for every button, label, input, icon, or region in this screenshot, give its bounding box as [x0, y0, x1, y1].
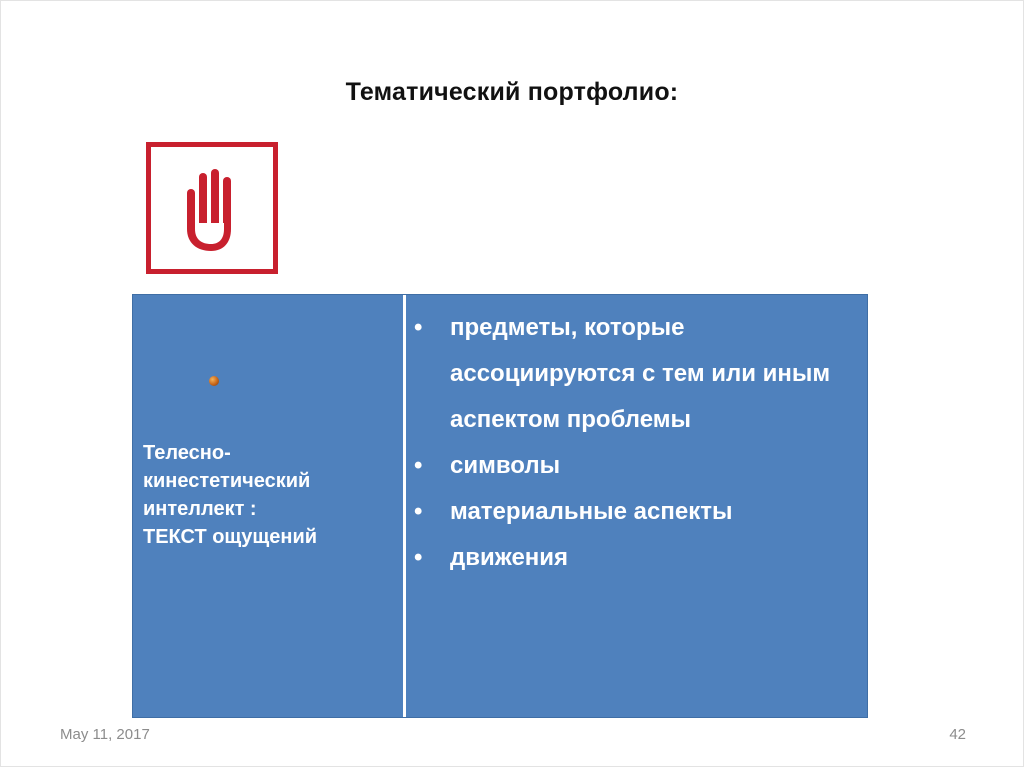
table-cell-left	[133, 295, 403, 717]
content-table	[132, 294, 868, 718]
bullet-dot-icon: •	[414, 498, 423, 525]
list-item	[406, 489, 866, 535]
orb-bullet-icon	[209, 376, 219, 386]
list-item-text: материальные аспекты	[450, 498, 733, 525]
list-item-text: предметы, которые ассоциируются с тем или иным аспектом проблемы	[450, 314, 831, 433]
list-item	[406, 305, 866, 443]
list-item	[406, 535, 866, 581]
bullet-dot-icon: •	[414, 544, 423, 571]
page-number: 42	[949, 726, 966, 743]
intelligence-line: интеллект :	[143, 498, 257, 520]
footer-date: May 11, 2017	[60, 726, 150, 743]
intelligence-label	[143, 439, 398, 551]
stop-hand-icon-box	[146, 142, 278, 274]
table-cell-right	[406, 295, 867, 717]
intelligence-line: Телесно-	[143, 442, 231, 464]
list-item-text: движения	[450, 544, 569, 571]
list-item-text: символы	[450, 452, 561, 479]
bullet-dot-icon: •	[414, 452, 423, 479]
stop-hand-icon	[183, 167, 241, 253]
list-item	[406, 443, 866, 489]
bullet-list	[406, 305, 866, 581]
bullet-dot-icon: •	[414, 314, 423, 341]
intelligence-line: кинестетический	[143, 470, 311, 492]
intelligence-line: ТЕКСТ ощущений	[143, 526, 318, 548]
slide-title: Тематический портфолио:	[345, 78, 679, 106]
